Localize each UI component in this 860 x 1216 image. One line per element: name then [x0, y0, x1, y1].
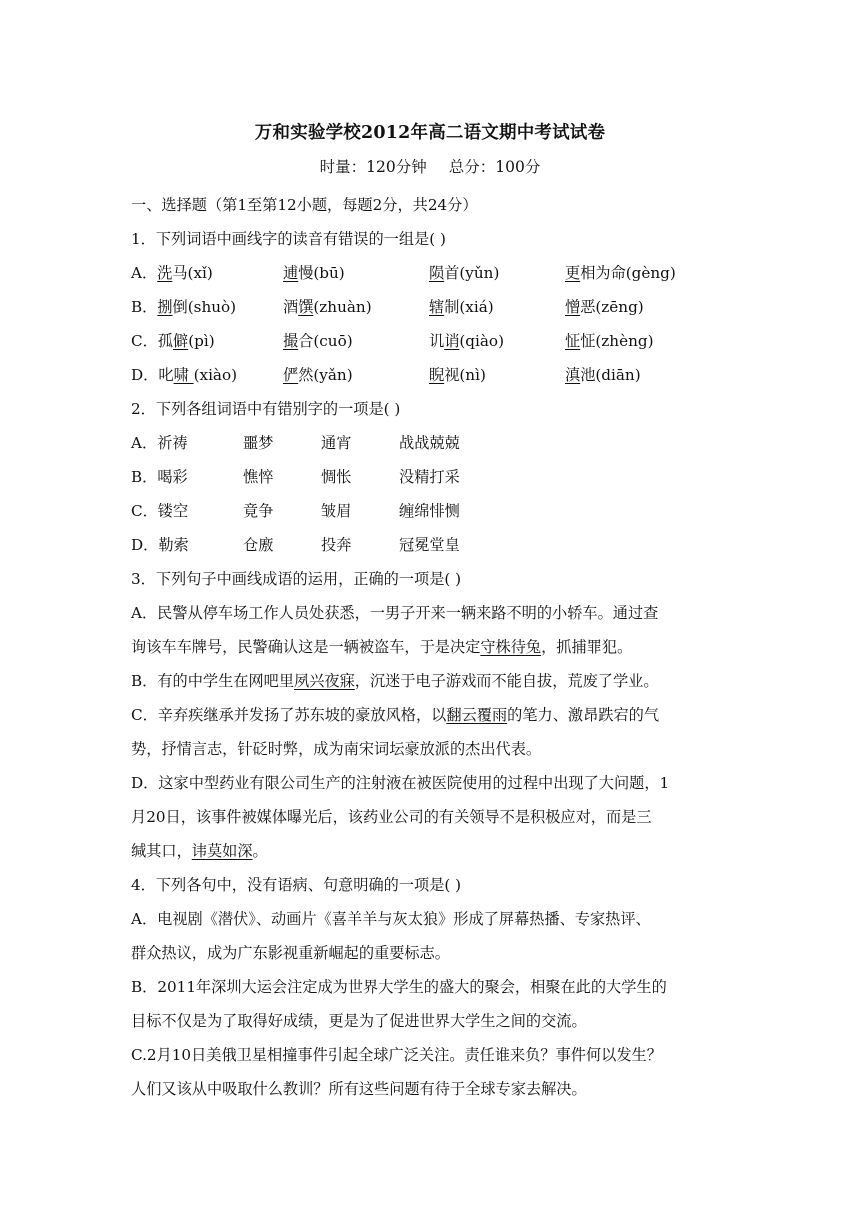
text: A．: [131, 264, 158, 282]
question-1-option-row: [131, 290, 731, 324]
text: 然(yǎn): [298, 366, 353, 384]
option-word: [429, 324, 504, 358]
question-4-option-c-line-1: C.2月10日美俄卫星相撞事件引起全球广泛关注。责任谁来负？事件何以发生？: [131, 1046, 662, 1064]
option-word: [565, 324, 654, 358]
text: 询该车车牌号，民警确认这是一辆被盗车，于是决定: [131, 638, 481, 656]
option-word: [565, 358, 641, 392]
underlined-char: 更: [565, 264, 581, 282]
text: ，抓捕罪犯。: [541, 638, 633, 656]
underlined-idiom: 翻云覆雨: [446, 706, 508, 724]
option-word: C．镂空: [131, 502, 189, 520]
option-word: [565, 290, 644, 324]
text: D．叱: [131, 366, 174, 384]
text: C．辛弃疾继承并发扬了苏东坡的豪放风格，以: [131, 706, 447, 724]
question-4-option-a-line-1: A．电视剧《潜伏》、动画片《喜羊羊与灰太狼》形成了屏幕热播、专家热评、: [131, 910, 651, 928]
option-word: [131, 358, 237, 392]
text: 讥: [429, 332, 445, 350]
text: 视(nì): [444, 366, 486, 384]
text: 的笔力、激昂跌宕的气: [507, 706, 659, 724]
option-word: D．勒索: [131, 536, 189, 554]
text: B．: [131, 298, 158, 316]
question-2-stem: 2．下列各组词语中有错别字的一项是( ): [131, 400, 401, 418]
option-word: 投奔: [321, 536, 352, 554]
option-word: 通宵: [321, 434, 352, 452]
option-word: 惆怅: [321, 468, 352, 486]
question-1-stem: 1．下列词语中画线字的读音有错误的一组是( ): [131, 230, 446, 248]
text: 首(yǔn): [444, 264, 500, 282]
question-2-option-row: [131, 528, 731, 562]
underlined-char: 滇: [565, 366, 581, 384]
question-3-option-a-line-2: [131, 630, 731, 664]
underlined-idiom: 夙兴夜寐: [294, 672, 355, 690]
text: 相为命(gèng): [580, 264, 676, 282]
question-3-option-c-line-2: 势，抒情言志，针砭时弊，成为南宋词坛豪放派的杰出代表。: [131, 740, 542, 758]
text: (zhuàn): [313, 298, 372, 316]
text: (xiào): [193, 366, 238, 384]
question-4-option-b-line-2: 目标不仅是为了取得好成绩，更是为了促进世界大学生之间的交流。: [131, 1012, 587, 1030]
option-word: 皱眉: [321, 502, 352, 520]
underlined-char: 撮: [283, 332, 299, 350]
question-1-options: [131, 256, 731, 392]
option-word: 仓廒: [243, 536, 274, 554]
text: 缄其口，: [131, 842, 192, 860]
option-word: [131, 290, 236, 324]
text: B．有的中学生在网吧里: [131, 672, 295, 690]
question-4-option-b-line-1: B．2011年深圳大运会注定成为世界大学生的盛大的聚会，相聚在此的大学生的: [131, 978, 667, 996]
option-word: [429, 290, 494, 324]
underlined-char: 诮: [444, 332, 460, 350]
option-word: [429, 256, 499, 290]
question-2-option-row: [131, 494, 731, 528]
option-word: 没精打采: [399, 468, 460, 486]
underlined-char: 睨: [429, 366, 445, 384]
question-3-option-d-line-2: 月20日，该事件被媒体曝光后，该药业公司的有关领导不是积极应对，而是三: [131, 808, 652, 826]
time-limit: 时量：120分钟: [319, 158, 427, 176]
option-word: 缠绵悱恻: [399, 502, 460, 520]
underlined-char: 洗: [157, 264, 173, 282]
option-word: [131, 324, 215, 358]
underlined-char: 俨: [283, 366, 299, 384]
option-word: [131, 256, 213, 290]
option-word: [283, 324, 353, 358]
question-3-option-d-line-1: D．这家中型药业有限公司生产的注射液在被医院使用的过程中出现了大问题，1: [131, 774, 670, 792]
question-4-option-a-line-2: 群众热议，成为广东影视重新崛起的重要标志。: [131, 944, 450, 962]
underlined-char: 陨: [429, 264, 445, 282]
exam-title: 万和实验学校2012年高二语文期中考试试卷: [254, 123, 606, 143]
underlined-char: 捌: [157, 298, 173, 316]
question-1-option-row: [131, 256, 731, 290]
underlined-char: 馔: [298, 298, 314, 316]
underlined-char: 啸: [173, 366, 194, 384]
text: 慢(bū): [298, 264, 345, 282]
text: (pì): [188, 332, 215, 350]
text: ，沉迷于电子游戏而不能自拔，荒废了学业。: [354, 672, 659, 690]
text: C．孤: [131, 332, 173, 350]
option-word: 竟争: [243, 502, 274, 520]
question-2-option-row: [131, 460, 731, 494]
total-score: 总分：100分: [448, 158, 541, 176]
option-word: [283, 358, 353, 392]
option-word: [283, 256, 345, 290]
question-4-stem: 4．下列各句中，没有语病、句意明确的一项是( ): [131, 876, 462, 894]
question-2-options: [131, 426, 731, 562]
question-3-option-a-line-1: A．民警从停车场工作人员处获悉，一男子开来一辆来路不明的小轿车。通过查: [131, 604, 659, 622]
section-heading: 一、选择题（第1至第12小题，每题2分，共24分）: [131, 196, 478, 214]
option-word: A．祈祷: [131, 434, 188, 452]
question-1-option-row: [131, 324, 731, 358]
text: 池(diān): [580, 366, 641, 384]
underlined-char: 怔: [565, 332, 581, 350]
underlined-char: 僻: [173, 332, 189, 350]
question-1-option-row: [131, 358, 731, 392]
text: 酒: [283, 298, 299, 316]
question-3-option-d-line-3: [131, 834, 731, 868]
option-word: 憔悴: [243, 468, 274, 486]
question-3-stem: 3．下列句子中画线成语的运用，正确的一项是( ): [131, 570, 462, 588]
option-word: [283, 290, 372, 324]
text: 合(cuō): [298, 332, 353, 350]
text: 恶(zēng): [580, 298, 644, 316]
option-word: [565, 256, 676, 290]
underlined-char: 逋: [283, 264, 299, 282]
underlined-char: 辖: [429, 298, 445, 316]
option-word: [429, 358, 486, 392]
underlined-idiom: 讳莫如深: [191, 842, 253, 860]
text: 。: [252, 842, 268, 860]
exam-content: [131, 188, 731, 1106]
option-word: B．喝彩: [131, 468, 188, 486]
text: 马(xǐ): [172, 264, 213, 282]
text: 制(xiá): [444, 298, 494, 316]
question-4-option-c-line-2: 人们又该从中吸取什么教训？所有这些问题有待于全球专家去解决。: [131, 1080, 587, 1098]
underlined-idiom: 守株待兔: [480, 638, 542, 656]
question-2-option-row: [131, 426, 731, 460]
underlined-char: 憎: [565, 298, 581, 316]
question-3-option-c-line-1: [131, 698, 731, 732]
option-word: 战战兢兢: [399, 434, 460, 452]
text: (qiào): [459, 332, 505, 350]
question-3-option-b: [131, 664, 731, 698]
text: 怔(zhèng): [580, 332, 654, 350]
option-word: 噩梦: [243, 434, 274, 452]
exam-meta: [0, 155, 860, 177]
option-word: 冠冕堂皇: [399, 536, 460, 554]
text: 倒(shuò): [172, 298, 237, 316]
